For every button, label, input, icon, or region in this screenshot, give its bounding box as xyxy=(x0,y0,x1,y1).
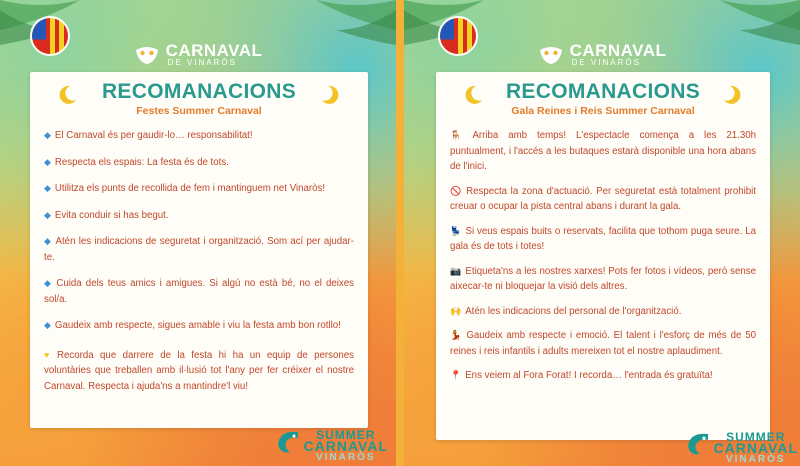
list-item: ◆ Evita conduir si has begut. xyxy=(44,209,169,221)
carnaval-logo xyxy=(404,42,800,67)
summer-carnaval-logo: SUMMER CARNAVAL VINARÒS xyxy=(304,430,388,462)
list-item: ◆ El Carnaval és per gaudir-lo… responsabilitat! xyxy=(44,130,253,141)
list-item: ◆ Gaudeix amb respecte, sigues amable i viu la festa amb bon rotllo! xyxy=(44,320,341,331)
page-subtitle: Festes Summer Carnaval xyxy=(136,105,262,117)
left-poster xyxy=(0,0,396,466)
logo-place: DE VINARÒS xyxy=(571,58,641,67)
diamond-icon: ◆ xyxy=(44,183,51,193)
dancer-icon: 💃 xyxy=(450,330,463,340)
recommendations-card xyxy=(30,72,368,428)
diamond-icon: ◆ xyxy=(44,209,51,220)
page-title: RECOMANACIONS xyxy=(505,80,701,103)
carnival-mask-icon xyxy=(538,44,564,66)
list-item: ◆ Utilitza els punts de recollida de fem i mantinguem net Vinaròs! xyxy=(44,183,326,194)
list-item: 📍 Ens veiem al Fora Forat! I recorda… l'entrada és gratuïta! xyxy=(450,370,713,381)
summer-carnaval-logo: SUMMER CARNAVAL VINARÒS xyxy=(714,432,798,464)
diamond-icon: ◆ xyxy=(44,320,51,330)
list-item: ◆ Cuida dels teus amics i amigues. Si algú no està bé, no el deixes sol/a. xyxy=(44,278,354,305)
raised-hands-icon: 🙌 xyxy=(450,305,462,316)
list-item: 🚫 Respecta la zona d'actuació. Per seguretat està totalment prohibit creuar o ocupar la pista central abans i durant la gala. xyxy=(450,185,756,212)
carnaval-logo xyxy=(0,42,396,67)
list-item: 💺 Si veus espais buits o reservats, facilita que tothom puga seure. La gala és de tots i totes! xyxy=(450,225,756,252)
prohibited-icon: 🚫 xyxy=(450,185,463,196)
right-poster xyxy=(404,0,800,466)
location-pin-icon: 📍 xyxy=(450,370,462,380)
carnival-mask-icon xyxy=(134,44,160,66)
list-item: 💃 Gaudeix amb respecte i emoció. El talent i l'esforç de més de 50 reines i reis infantils i adults mereixen tot el nostre aplaudiment. xyxy=(450,330,756,357)
recommendation-list xyxy=(450,128,756,393)
diamond-icon: ◆ xyxy=(44,278,53,288)
seat-icon: 💺 xyxy=(450,225,462,236)
list-item: ◆ Atén les indicacions de seguretat i organització. Som ací per ajudar-te. xyxy=(44,236,354,263)
heart-icon: ♥ xyxy=(44,349,54,360)
logo-place: DE VINARÒS xyxy=(167,58,237,67)
volunteer-note: ♥ Recorda que darrere de la festa hi ha un equip de persones voluntàries que treballen amb il·lusió tot l'any per fer créixer el nostre Carnaval. Respecta i ajuda'ns a mantindre'l viu! xyxy=(44,349,355,392)
list-item: 🙌 Atén les indicacions del personal de l'organització. xyxy=(450,305,682,317)
page-subtitle: Gala Reines i Reis Summer Carnaval xyxy=(511,105,695,117)
chair-icon: 🪑 xyxy=(450,130,469,140)
list-item: ◆ Respecta els espais: La festa és de tots. xyxy=(44,156,229,168)
list-item: 🪑 Arriba amb temps! L'espectacle comença a les 21.30h puntualment, i l'accés a les butaques estarà disponible una hora abans de l'inici. xyxy=(450,130,756,172)
diamond-icon: ◆ xyxy=(44,156,51,167)
diamond-icon: ◆ xyxy=(44,236,52,246)
diamond-icon: ◆ xyxy=(44,130,51,140)
list-item: 📷 Etiqueta'ns a les nostres xarxes! Pots fer fotos i vídeos, però sense aixecar-te ni bloquejar la visió dels altres. xyxy=(450,265,756,292)
page-title: RECOMANACIONS xyxy=(101,80,297,103)
recommendations-card xyxy=(436,72,770,440)
shrimp-icon xyxy=(274,428,304,456)
shrimp-icon xyxy=(684,430,714,458)
recommendation-list xyxy=(44,128,354,405)
camera-icon: 📷 xyxy=(450,265,462,276)
logo-name: CARNAVAL xyxy=(569,41,667,60)
logo-name: CARNAVAL xyxy=(165,41,263,60)
